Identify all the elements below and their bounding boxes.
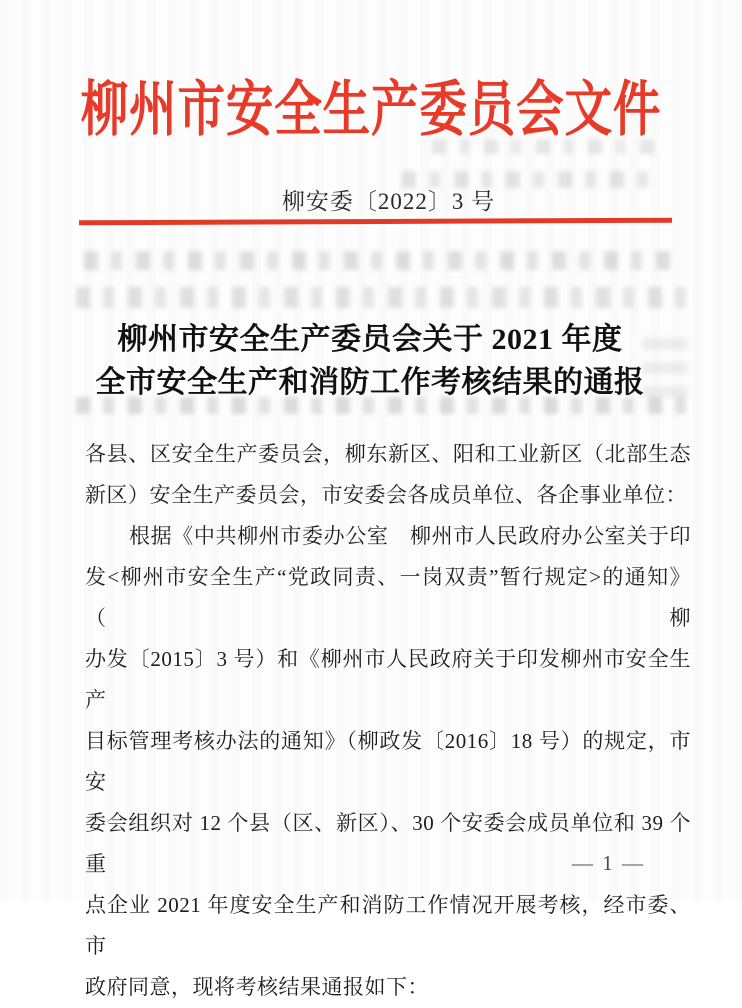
salutation-line: 新区）安全生产委员会，市安委会各成员单位、各企事业单位： (85, 483, 687, 507)
red-separator-line (79, 218, 672, 226)
paragraph-line: 政府同意，现将考核结果通报如下： (85, 975, 429, 999)
paragraph-line: 委会组织对 12 个县（区、新区）、30 个安委会成员单位和 39 个重 (85, 811, 691, 876)
document-number: 柳安委〔2022〕3 号 (281, 189, 496, 214)
paragraph-line: 目标管理考核办法的通知》（柳政发〔2016〕18 号）的规定，市安 (85, 729, 691, 794)
document-body (85, 434, 691, 1008)
paragraph-line: 发<柳州市安全生产“党政同责、一岗双责”暂行规定>的通知》（柳 (85, 565, 691, 630)
paragraph-line: 根据《中共柳州市委办公室 柳州市人民政府办公室关于印 (129, 524, 691, 548)
document-title-line-2: 全市安全生产和消防工作考核结果的通报 (95, 366, 645, 399)
salutation-line: 各县、区安全生产委员会，柳东新区、阳和工业新区（北部生态 (85, 442, 691, 466)
document-title-line-1: 柳州市安全生产委员会关于 2021 年度 (117, 323, 623, 356)
bleedthrough-artifact (76, 287, 686, 308)
document-title (45, 318, 695, 404)
letterhead-title: 柳州市安全生产委员会文件 (80, 75, 662, 144)
paragraph-line: 办发〔2015〕3 号）和《柳州市人民政府关于印发柳州市安全生产 (85, 647, 691, 712)
paragraph-line: 点企业 2021 年度安全生产和消防工作情况开展考核，经市委、市 (85, 893, 691, 958)
page-number: — 1 — (572, 851, 645, 875)
bleedthrough-artifact (84, 251, 680, 270)
